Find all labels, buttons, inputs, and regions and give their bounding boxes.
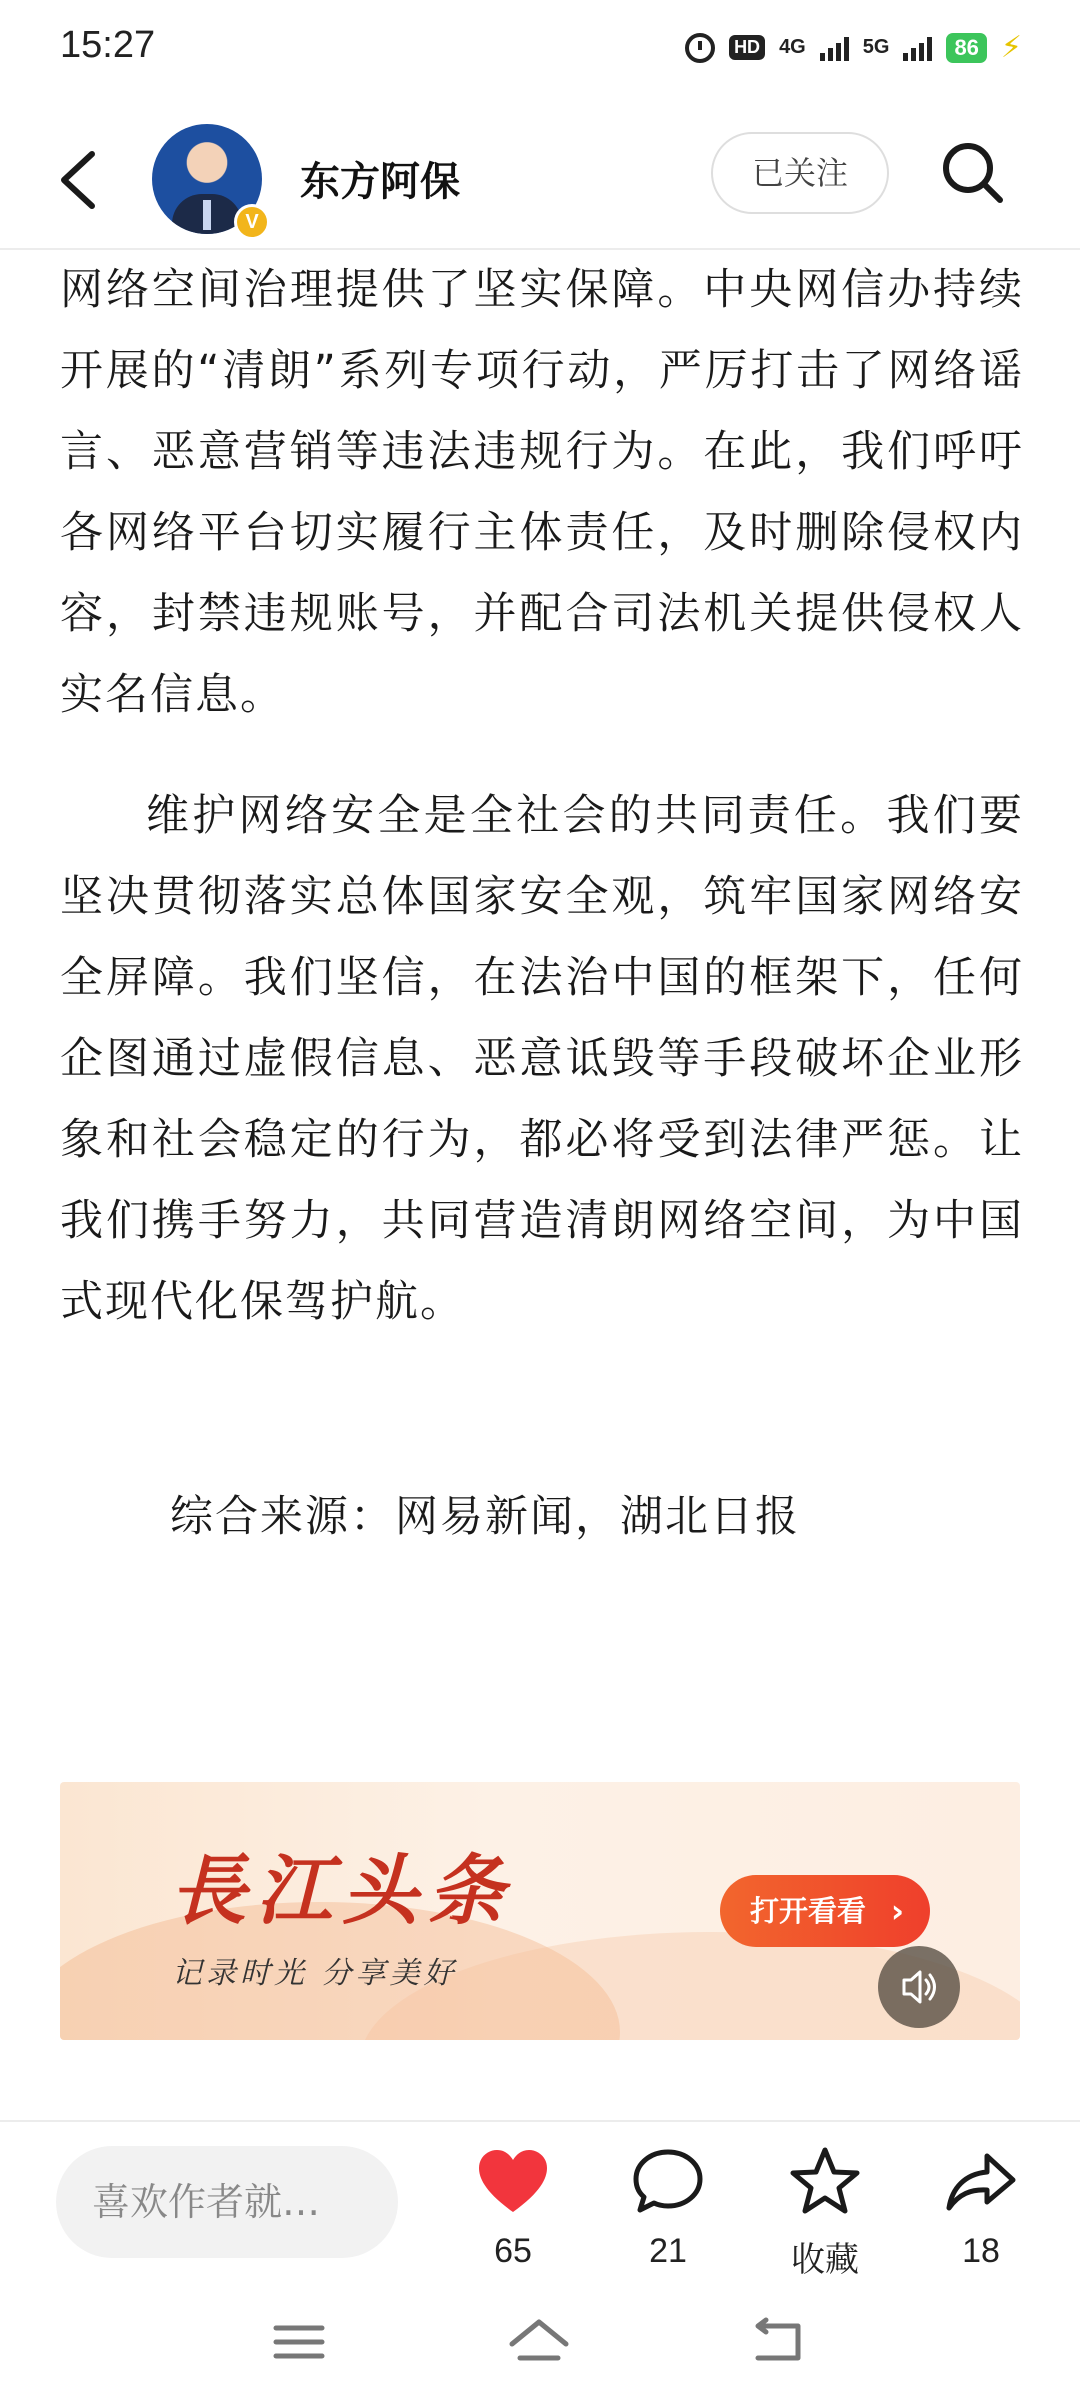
like-button[interactable] xyxy=(448,2144,578,2271)
share-arrow-icon xyxy=(943,2144,1019,2220)
home-icon[interactable] xyxy=(504,2312,574,2372)
hd-icon: HD xyxy=(729,35,765,60)
ad-open-button[interactable] xyxy=(720,1875,930,1947)
like-count: 65 xyxy=(494,2232,532,2270)
sound-toggle-icon[interactable] xyxy=(878,1946,960,2028)
favorite-label: 收藏 xyxy=(791,2241,859,2279)
article-source: 综合来源：网易新闻，湖北日报 xyxy=(170,1492,800,1542)
follow-button[interactable]: 已关注 xyxy=(711,132,889,214)
comment-button[interactable] xyxy=(603,2144,733,2271)
favorite-button[interactable] xyxy=(760,2144,890,2281)
back-nav-icon[interactable] xyxy=(744,2312,814,2372)
signal-icon xyxy=(903,35,932,61)
ad-banner[interactable] xyxy=(60,1782,1020,2040)
ad-open-label: 打开看看 xyxy=(750,1894,867,1928)
system-nav-bar xyxy=(0,2290,1080,2404)
article-paragraph: 网络空间治理提供了坚实保障。中央网信办持续开展的“清朗”系列专项行动，严厉打击了网络谣言、恶意营销等违法违规行为。在此，我们呼吁各网络平台切实履行主体责任，及时删除侵权内容，封禁违规账号，并配合司法机关提供侵权人实名信息。 xyxy=(60,265,1024,720)
star-icon xyxy=(787,2144,863,2220)
bottom-action-bar xyxy=(0,2120,1080,2280)
status-bar xyxy=(0,0,1080,96)
menu-icon[interactable] xyxy=(264,2312,334,2372)
article-body xyxy=(60,250,1024,1343)
verified-badge-icon: V xyxy=(234,204,270,240)
ad-slogan: 记录时光 分享美好 xyxy=(172,1956,458,1991)
status-icons xyxy=(685,30,1022,65)
search-icon[interactable] xyxy=(938,138,1008,208)
chevron-right-icon: › xyxy=(890,1892,904,1930)
avatar-tie xyxy=(203,200,211,230)
status-time: 15:27 xyxy=(60,24,156,66)
sim2-network-label: 5G xyxy=(862,36,890,58)
heart-icon xyxy=(475,2144,551,2220)
battery-level: 86 xyxy=(946,33,986,63)
article-header xyxy=(0,110,1080,250)
share-count: 18 xyxy=(962,2232,1000,2270)
ad-logo: 長江头条 xyxy=(170,1846,514,1935)
author-name[interactable]: 东方阿保 xyxy=(300,159,460,205)
comment-count: 21 xyxy=(649,2232,687,2270)
comment-input[interactable]: 喜欢作者就… xyxy=(56,2146,398,2258)
speech-bubble-icon xyxy=(630,2144,706,2220)
signal-icon xyxy=(820,35,849,61)
sim1-network-label: 4G xyxy=(779,36,806,58)
charging-icon: ⚡ xyxy=(1000,30,1022,65)
alarm-icon xyxy=(685,33,715,63)
article-paragraph: 维护网络安全是全社会的共同责任。我们要坚决贯彻落实总体国家安全观，筑牢国家网络安全屏障。我们坚信，在法治中国的框架下，任何企图通过虚假信息、恶意诋毁等手段破坏企业形象和社会稳定的行为，都必将受到法律严惩。让我们携手努力，共同营造清朗网络空间，为中国式现代化保驾护航。 xyxy=(60,791,1024,1327)
back-arrow-icon[interactable] xyxy=(52,148,112,212)
share-button[interactable] xyxy=(916,2144,1046,2271)
